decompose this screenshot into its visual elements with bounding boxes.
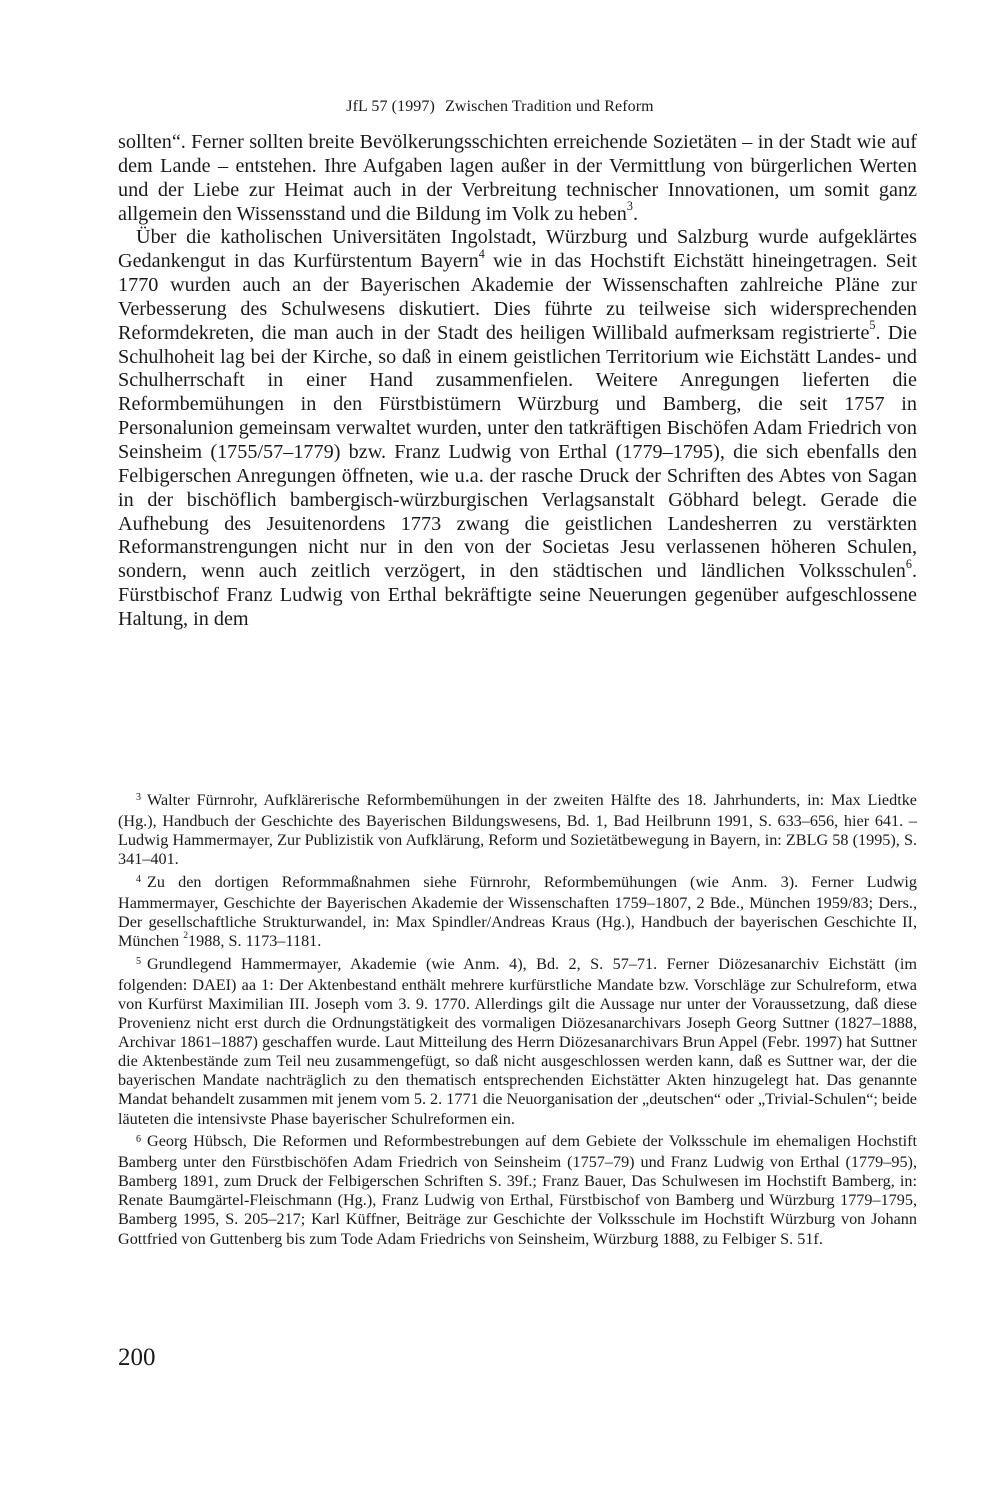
footnote-reference[interactable]: 4 xyxy=(478,246,485,261)
text-run: . xyxy=(632,202,638,225)
footnote-marker: 5 xyxy=(136,956,142,968)
text-run: . Die Schulhoheit lag bei der Kirche, so daß in einem geistlichen Territorium wie Eichstätt Landes- und Schulherrschaft in einer Hand zusammenfielen. Weitere Anregungen lieferten die Reformbemühungen in den Fürstbistümern Würzburg und Bamberg, die seit 1757 in Personalunion gemeinsam verwaltet wurden, unter den tatkräftigen Bischöfen Adam Friedrich von Seinsheim (1755/57–1779) bzw. Franz Ludwig von Erthal (1779–1795), die sich ebenfalls den Felbigerschen Anregungen öffneten, wie u.a. der rasche Druck der Schriften des Abtes von Sagan in der bischöflich bambergisch-würzburgischen Verlagsanstalt Göbhard belegt. Gerade die Aufhebung des Jesuitenordens 1773 zwang die geistlichen Landesherren zu verstärkten Reformanstrengungen nicht nur in den von der Societas Jesu verlassenen höheren Schulen, sondern, wenn auch zeitlich verzögert, in den städtischen und ländlichen Volksschulen xyxy=(118,321,917,583)
footnote-marker: 3 xyxy=(136,792,142,804)
footnote-text: Georg Hübsch, Die Reformen und Reformbestrebungen auf dem Gebiete der Volksschule im ehemaligen Hochstift Bamberg unter den Fürstbischöfen Adam Friedrich von Seinsheim (1757–79) und Franz Ludwig von Erthal (1779–95), Bamberg 1891, zum Druck der Felbigerschen Schriften S. 39f.; Franz Bauer, Das Schulwesen im Hochstift Bamberg, in: Renate Baumgärtel-Fleischmann (Hg.), Franz Ludwig von Erthal, Fürstbischof von Bamberg und Würzburg 1779–1795, Bamberg 1995, S. 205–217; Karl Küffner, Beiträge zur Geschichte der Volksschule im Hochstift Würzburg von Johann Gottfried von Guttenberg bis zum Tode Adam Friedrichs von Seinsheim, Würzburg 1888, zu Felbiger S. 51f. xyxy=(118,1132,917,1248)
text-run: wie in das Hochstift Eichstätt hineingetragen. Seit 1770 wurden auch an der Bayerischen Akademie der Wissenschaften zahlreiche Pläne zur Verbesserung des Schulwesens diskutiert. Dies führte zu teilweise sich widersprechenden Reformdekreten, die man auch in der Stadt des heiligen Willibald aufmerksam registrierte xyxy=(118,250,917,344)
footnote-marker: 4 xyxy=(136,874,142,886)
running-head xyxy=(0,98,1000,116)
footnote xyxy=(118,1132,917,1249)
text-run: sollten“. Ferner sollten breite Bevölkerungsschichten erreichende Sozietäten – in der Stadt wie auf dem Lande – entstehen. Ihre Aufgaben lagen außer in der Vermittlung von bürgerlichen Werten und der Liebe zur Heimat auch in der Verbreitung technischer Innovationen, um somit ganz allgemein den Wissensstand und die Bildung im Volk zu heben xyxy=(118,131,917,225)
body-text xyxy=(118,131,917,632)
paragraph xyxy=(118,226,917,631)
footnote-text: Walter Fürnrohr, Aufklärerische Reformbemühungen in der zweiten Hälfte des 18. Jahrhunderts, in: Max Liedtke (Hg.), Handbuch der Geschichte des Bayerischen Bildungswesens, Bd. 1, Bad Heilbrunn 1991, S. 633–656, hier 641. – Ludwig Hammermayer, Zur Publizistik von Aufklärung, Reform und Sozietätbewegung in Bayern, in: ZBLG 58 (1995), S. 341–401. xyxy=(118,791,917,869)
text-run: Über die katholischen Universitäten Ingolstadt, Würzburg und Salzburg wurde aufgeklärtes Gedankengut in das Kurfürstentum Bayern xyxy=(118,226,917,273)
footnote-reference[interactable]: 6 xyxy=(905,556,912,571)
footnote xyxy=(118,791,917,869)
footnote-text: Zu den dortigen Reformmaßnahmen siehe Fürnrohr, Reformbemühungen (wie Anm. 3). Ferner Ludwig Hammermayer, Geschichte der Bayerischen Akademie der Wissenschaften 1759–1807, 2 Bde., München 1959/83; Ders., Der gesellschaftliche Strukturwandel, in: Max Spindler/Andreas Kraus (Hg.), Handbuch der bayerischen Geschichte II, München xyxy=(118,872,917,951)
footnote-reference[interactable]: 5 xyxy=(869,318,876,333)
footnote-text: 1988, S. 1173–1181. xyxy=(188,932,322,951)
journal-reference: JfL 57 (1997) xyxy=(346,98,435,115)
text-run: . Fürstbischof Franz Ludwig von Erthal bekräftigte seine Neuerungen gegenüber aufgeschlossene Haltung, in dem xyxy=(118,560,917,630)
footnote-text: Grundlegend Hammermayer, Akademie (wie Anm. 4), Bd. 2, S. 57–71. Ferner Diözesanarchiv Eichstätt (im folgenden: DAEI) aa 1: Der Aktenbestand enthält mehrere kurfürstliche Mandate bzw. Vorschläge zur Schulreform, etwa von Kurfürst Maximilian III. Joseph vom 3. 9. 1770. Allerdings gilt die Aussage nur unter der Voraussetzung, daß diese Provenienz nicht erst durch die Ordnungstätigkeit des vormaligen Diözesanarchivars Joseph Georg Suttner (1827–1888, Archivar 1861–1887) geschaffen wurde. Laut Mitteilung des Herrn Diözesanarchivars Brun Appel (Febr. 1997) hat Suttner die Aktenbestände zum Teil neu zusammengefügt, so daß nicht ausgeschlossen werden kann, daß es Suttner war, der die bayerischen Mandate nachträglich zu den thematisch entsprechenden Eichstätter Akten hinzugelegt hat. Das genannte Mandat behandelt zusammen mit jenem vom 5. 2. 1771 die Neuorganisation der „deutschen“ oder „Trivial-Schulen“; beide läuteten die intensivste Phase bayerischer Schulreformen ein. xyxy=(118,954,917,1128)
page-number: 200 xyxy=(118,1344,156,1371)
paragraph xyxy=(118,131,917,226)
edition-superscript: 2 xyxy=(183,930,189,942)
footnote-marker: 6 xyxy=(136,1133,142,1145)
footnote xyxy=(118,955,917,1129)
footnote-reference[interactable]: 3 xyxy=(626,198,633,213)
footnotes xyxy=(118,791,917,1252)
footnote xyxy=(118,873,917,951)
article-title: Zwischen Tradition und Reform xyxy=(445,98,654,115)
